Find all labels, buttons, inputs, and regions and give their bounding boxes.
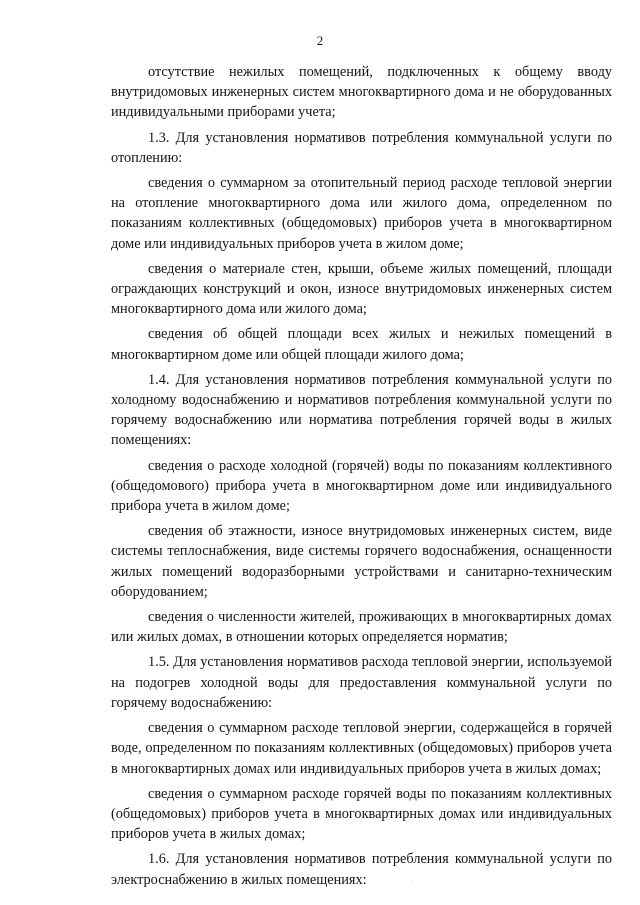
paragraph: сведения о материале стен, крыши, объеме жилых помещений, площади ограждающих конструкций и окон, износе внутридомовых инженерных систем многоквартирного дома или жилого дома; xyxy=(111,260,612,318)
paragraph: отсутствие нежилых помещений, подключенных к общему вводу внутридомовых инженерных систем многоквартирного дома и не оборудованных индивидуальными приборами учета; xyxy=(111,64,612,121)
paragraph: сведения об общей площади всех жилых и нежилых помещений в многоквартирном доме или общей площади жилого дома; xyxy=(111,326,612,363)
paragraph: сведения о численности жителей, проживающих в многоквартирных домах или жилых домах, в отношении которых определяется норматив; xyxy=(111,609,612,646)
section-heading-1-5: 1.5. Для установления нормативов расхода тепловой энергии, используемой на подогрев холодной воды для предоставления коммунальной услуги по горячему водоснабжению: xyxy=(111,654,612,711)
paragraph: сведения о суммарном за отопительный период расходе тепловой энергии на отопление многоквартирного дома или жилого дома, определенном по показаниям коллективных (общедомовых) приборов учета в многоквартирном доме или индивидуальных приборов учета в жилом доме; xyxy=(111,175,612,252)
section-heading-1-4: 1.4. Для установления нормативов потребления коммунальной услуги по холодному водоснабжению и нормативов потребления коммунальной услуги по горячему водоснабжению или норматива потребления горячей воды в жилых помещениях: xyxy=(111,371,612,449)
scan-artifact: · xyxy=(411,878,414,887)
paragraph: сведения об этажности, износе внутридомовых инженерных систем, виде системы теплоснабжения, виде системы горячего водоснабжения, оснащенности жилых помещений водоразборными устройствами и санитарно-техническим оборудованием; xyxy=(111,523,612,600)
paragraph: сведения о суммарном расходе горячей воды по показаниям коллективных (общедомовых) приборов учета в многоквартирных домах или индивидуальных приборов учета в жилых домах; xyxy=(111,785,612,843)
paragraph: сведения о суммарном расходе тепловой энергии, содержащейся в горячей воде, определенном по показаниям коллективных (общедомовых) приборов учета в многоквартирных домах или индивидуальных приборов учета в жилых домах; xyxy=(111,720,612,777)
page-number: 2 xyxy=(316,33,324,48)
section-heading-1-6: 1.6. Для установления нормативов потребления коммунальной услуги по электроснабжению в жилых помещениях: xyxy=(111,851,612,888)
paragraph: сведения о расходе холодной (горячей) воды по показаниям коллективного (общедомового) прибора учета в многоквартирном доме или индивидуального прибора учета в жилом доме; xyxy=(111,457,612,515)
section-heading-1-3: 1.3. Для установления нормативов потребления коммунальной услуги по отоплению: xyxy=(111,129,612,166)
document-body xyxy=(111,62,612,895)
